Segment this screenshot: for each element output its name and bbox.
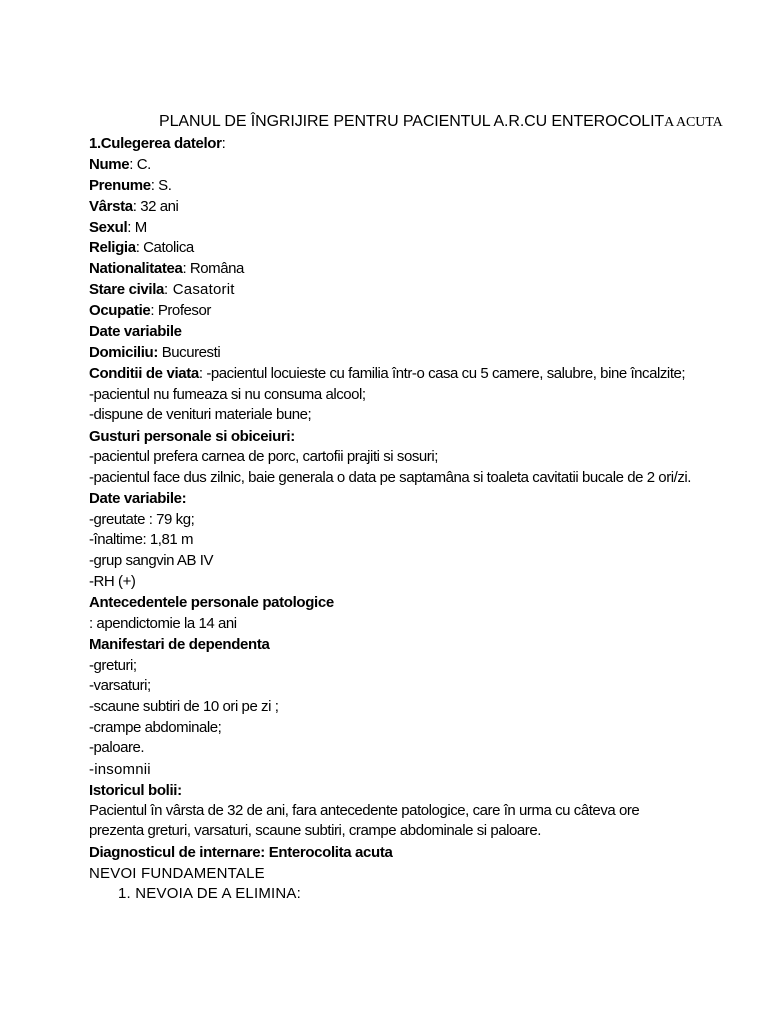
field-nationalitatea: Nationalitatea: Româna (89, 260, 244, 277)
heading-manifestari: Manifestari de dependenta (89, 636, 270, 653)
title-main: PLANUL DE ÎNGRIJIRE PENTRU PACIENTUL A.R.CU ENTEROCOLIT (159, 113, 665, 130)
conditii-de-viata-line: Conditii de viata: -pacientul locuieste cu familia într-o casa cu 5 camere, salubre, bine încalzite; (89, 365, 686, 382)
manifestari-line: -scaune subtiri de 10 ori pe zi ; (89, 698, 279, 715)
date-variabile-line: -înaltime: 1,81 m (89, 531, 194, 548)
manifestari-line: -varsaturi; (89, 677, 151, 694)
diagnostic-line: Diagnosticul de internare: Enterocolita acuta (89, 844, 393, 861)
istoric-paragraph: Pacientul în vârsta de 32 de ani, fara antecedente patologice, care în urma cu câteva ore prezenta greturi, varsaturi, scaune subtiri, crampe abdominale si paloare. (89, 802, 640, 839)
gusturi-line: -pacientul prefera carnea de porc, cartofii prajiti si sosuri; (89, 448, 438, 465)
conditii-line: -dispune de venituri materiale bune; (89, 406, 312, 423)
heading-date-variabile: Date variabile (89, 323, 182, 340)
field-prenume: Prenume: S. (89, 177, 172, 194)
antecedente-line: : apendictomie la 14 ani (89, 615, 237, 632)
heading-antecedente: Antecedentele personale patologice (89, 594, 334, 611)
field-sexul: Sexul: M (89, 219, 147, 236)
date-variabile-line: -RH (+) (89, 573, 136, 590)
field-domiciliu: Domiciliu: Bucuresti (89, 344, 221, 361)
date-variabile-line: -grup sangvin AB IV (89, 552, 214, 569)
field-religia: Religia: Catolica (89, 239, 194, 256)
manifestari-line: -crampe abdominale; (89, 719, 222, 736)
heading-gusturi: Gusturi personale si obiceiuri: (89, 428, 295, 445)
field-stare-civila: Stare civila: Casatorit (89, 281, 235, 298)
manifestari-line: -greturi; (89, 657, 137, 674)
title-tail: A ACUTA (664, 115, 723, 130)
heading-nevoi-fundamentale: NEVOI FUNDAMENTALE (89, 865, 265, 882)
conditii-line: -pacientul nu fumeaza si nu consuma alcool; (89, 386, 366, 403)
document-title (159, 113, 723, 131)
heading-istoric: Istoricul bolii: (89, 782, 182, 799)
nevoia-list-item: 1. NEVOIA DE A ELIMINA: (118, 885, 302, 902)
manifestari-line: -paloare. (89, 739, 145, 756)
field-varsta: Vârsta: 32 ani (89, 198, 179, 215)
field-ocupatie: Ocupatie: Profesor (89, 302, 211, 319)
heading-date-variabile-2: Date variabile: (89, 490, 187, 507)
manifestari-line: -insomnii (89, 761, 151, 778)
section-heading-culegerea: 1.Culegerea datelor: (89, 135, 226, 152)
gusturi-line: -pacientul face dus zilnic, baie generala o data pe saptamâna si toaleta cavitatii bucale de 2 ori/zi. (89, 469, 691, 486)
field-nume: Nume: C. (89, 156, 151, 173)
date-variabile-line: -greutate : 79 kg; (89, 511, 195, 528)
